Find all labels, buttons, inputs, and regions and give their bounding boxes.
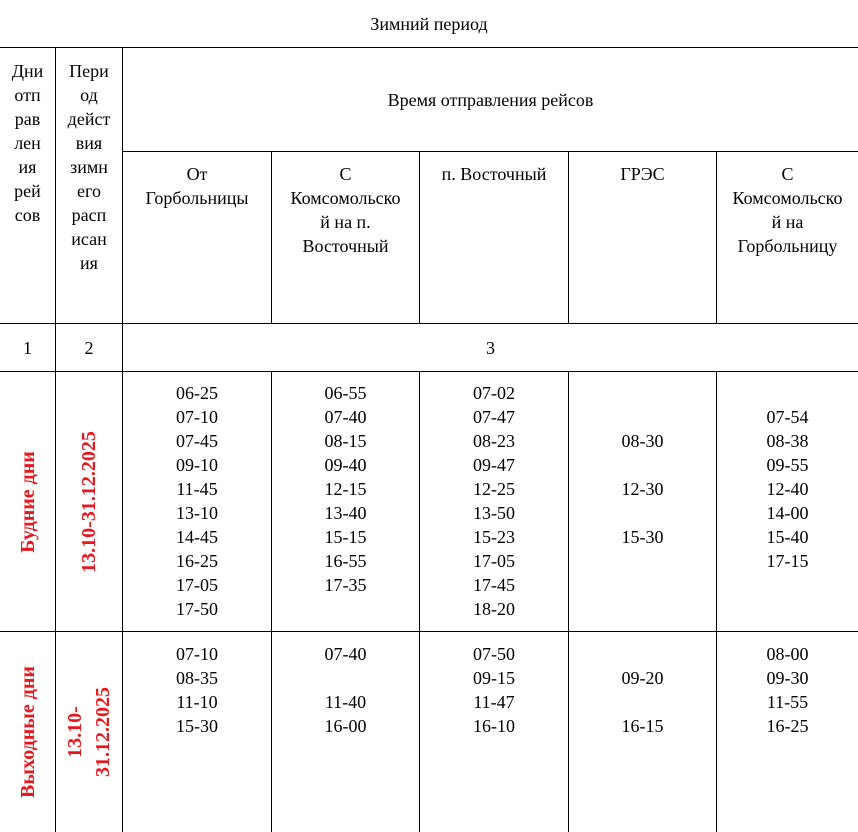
time-cell: 09-30 (766, 668, 809, 688)
time-cell: 16-25 (766, 716, 809, 736)
route-header-from-hospital (123, 162, 271, 323)
time-cell: 06-55 (324, 383, 367, 403)
route-header-line: й на (771, 212, 804, 232)
period-header-line: исан (71, 229, 107, 249)
period-header-line: его (77, 181, 101, 201)
time-cell: 11-47 (473, 692, 515, 712)
time-cell: 07-10 (176, 644, 218, 664)
route-header-line: С (781, 164, 794, 184)
time-cell: 16-15 (621, 716, 664, 736)
time-cell: 15-30 (621, 527, 664, 547)
time-cell: 09-55 (766, 455, 809, 475)
weekends-label: Выходные дни (16, 666, 39, 798)
time-cell: 15-40 (766, 527, 809, 547)
time-cell: 09-40 (324, 455, 367, 475)
page-title: Зимний период (370, 13, 488, 34)
weekdays-col-gres (569, 381, 716, 631)
days-header-line: Дни (11, 61, 44, 81)
time-cell: 16-25 (176, 551, 218, 571)
departure-times-header: Время отправления рейсов (387, 89, 594, 110)
time-cell: 07-40 (324, 407, 367, 427)
time-cell: 15-15 (324, 527, 367, 547)
weekends-col-vostochny (420, 642, 568, 832)
route-header-line: Комсомольско (732, 188, 843, 208)
period-header-line: Пери (69, 61, 109, 81)
time-cell: 08-38 (766, 431, 809, 451)
weekdays-period-cell (56, 372, 122, 631)
weekdays-label-cell (0, 372, 55, 631)
time-cell: 15-30 (176, 716, 218, 736)
time-cell: 09-47 (473, 455, 515, 475)
weekends-col-komsomolskaya-hospital (717, 642, 858, 832)
route-header-line: Восточный (302, 236, 389, 256)
time-cell: 17-50 (176, 599, 218, 619)
time-cell: 07-10 (176, 407, 218, 427)
weekends-col-from-hospital (123, 642, 271, 832)
days-header-line: сов (14, 205, 41, 225)
time-cell: 07-02 (473, 383, 515, 403)
rule-under-departure-title (122, 151, 858, 152)
period-header-line: вия (75, 133, 103, 153)
time-cell: 07-54 (766, 407, 809, 427)
route-header-komsomolskaya-vostochny (272, 162, 419, 323)
weekdays-col-komsomolskaya-hospital (717, 381, 858, 631)
time-cell: 08-23 (473, 431, 515, 451)
route-header-line: Горбольницы (145, 188, 249, 208)
time-cell: 11-45 (176, 479, 218, 499)
route-header-gres (569, 162, 716, 323)
time-cell: 11-40 (324, 692, 367, 712)
time-cell: 07-47 (473, 407, 515, 427)
time-cell: 12-25 (473, 479, 515, 499)
column-number-3: 3 (486, 337, 495, 358)
time-cell: 11-55 (766, 692, 809, 712)
time-cell: 13-50 (473, 503, 515, 523)
time-cell: 16-55 (324, 551, 367, 571)
time-cell: 14-45 (176, 527, 218, 547)
weekdays-label: Будние дни (16, 450, 39, 553)
time-cell: 13-10 (176, 503, 218, 523)
period-header-line: ия (80, 253, 98, 273)
weekends-period (61, 687, 117, 777)
time-cell: 14-00 (766, 503, 809, 523)
weekdays-col-vostochny (420, 381, 568, 631)
time-cell: 09-20 (621, 668, 664, 688)
time-cell: 08-30 (621, 431, 664, 451)
time-cell: 08-00 (766, 644, 809, 664)
time-cell: 08-35 (176, 668, 218, 688)
weekdays-col-from-hospital (123, 381, 271, 631)
period-header (56, 59, 122, 323)
time-cell: 16-10 (473, 716, 515, 736)
days-header-line: лен (14, 133, 41, 153)
days-header-line: отп (14, 85, 41, 105)
time-cell: 17-15 (766, 551, 809, 571)
column-number-2: 2 (84, 337, 94, 358)
route-header-line: Горбольницу (737, 236, 838, 256)
days-header (0, 59, 55, 323)
days-header-line: рей (14, 181, 41, 201)
rule-under-weekdays (0, 631, 858, 632)
days-header-line: рав (14, 109, 41, 129)
period-header-line: расп (71, 205, 107, 225)
weekends-period-cell (56, 632, 122, 832)
time-cell: 06-25 (176, 383, 218, 403)
column-number-1: 1 (23, 337, 32, 358)
days-header-line: ия (18, 157, 37, 177)
time-cell: 17-05 (176, 575, 218, 595)
time-cell: 09-15 (473, 668, 515, 688)
time-cell: 07-50 (473, 644, 515, 664)
time-cell: 17-35 (324, 575, 367, 595)
time-cell: 12-40 (766, 479, 809, 499)
weekdays-col-komsomolskaya-vostochny (272, 381, 419, 631)
time-cell: 09-10 (176, 455, 218, 475)
time-cell: 12-15 (324, 479, 367, 499)
route-header-komsomolskaya-hospital (717, 162, 858, 323)
route-header-vostochny (420, 162, 568, 323)
weekends-period-line: 13.10- (64, 706, 86, 758)
route-header-line: С (339, 164, 352, 184)
period-header-line: зимн (70, 157, 108, 177)
period-header-line: од (80, 85, 98, 105)
time-cell: 15-23 (473, 527, 515, 547)
period-header-line: дейст (67, 109, 111, 129)
route-header-line: п. Восточный (441, 164, 547, 184)
route-header-line: Комсомольско (290, 188, 401, 208)
time-cell: 08-15 (324, 431, 367, 451)
time-cell: 17-45 (473, 575, 515, 595)
weekends-col-komsomolskaya-vostochny (272, 642, 419, 832)
route-header-line: ГРЭС (620, 164, 665, 184)
time-cell: 16-00 (324, 716, 367, 736)
route-header-line: й на п. (320, 212, 371, 232)
time-cell: 07-45 (176, 431, 218, 451)
route-header-line: От (186, 164, 208, 184)
weekends-period-line: 31.12.2025 (92, 687, 114, 777)
time-cell: 07-40 (324, 644, 367, 664)
time-cell: 12-30 (621, 479, 664, 499)
time-cell: 13-40 (324, 503, 367, 523)
weekdays-period: 13.10-31.12.2025 (78, 430, 101, 573)
weekends-col-gres (569, 642, 716, 832)
rule-under-col-numbers (0, 371, 858, 372)
weekends-label-cell (0, 632, 55, 832)
time-cell: 11-10 (176, 692, 218, 712)
time-cell: 18-20 (473, 599, 515, 619)
time-cell: 17-05 (473, 551, 515, 571)
